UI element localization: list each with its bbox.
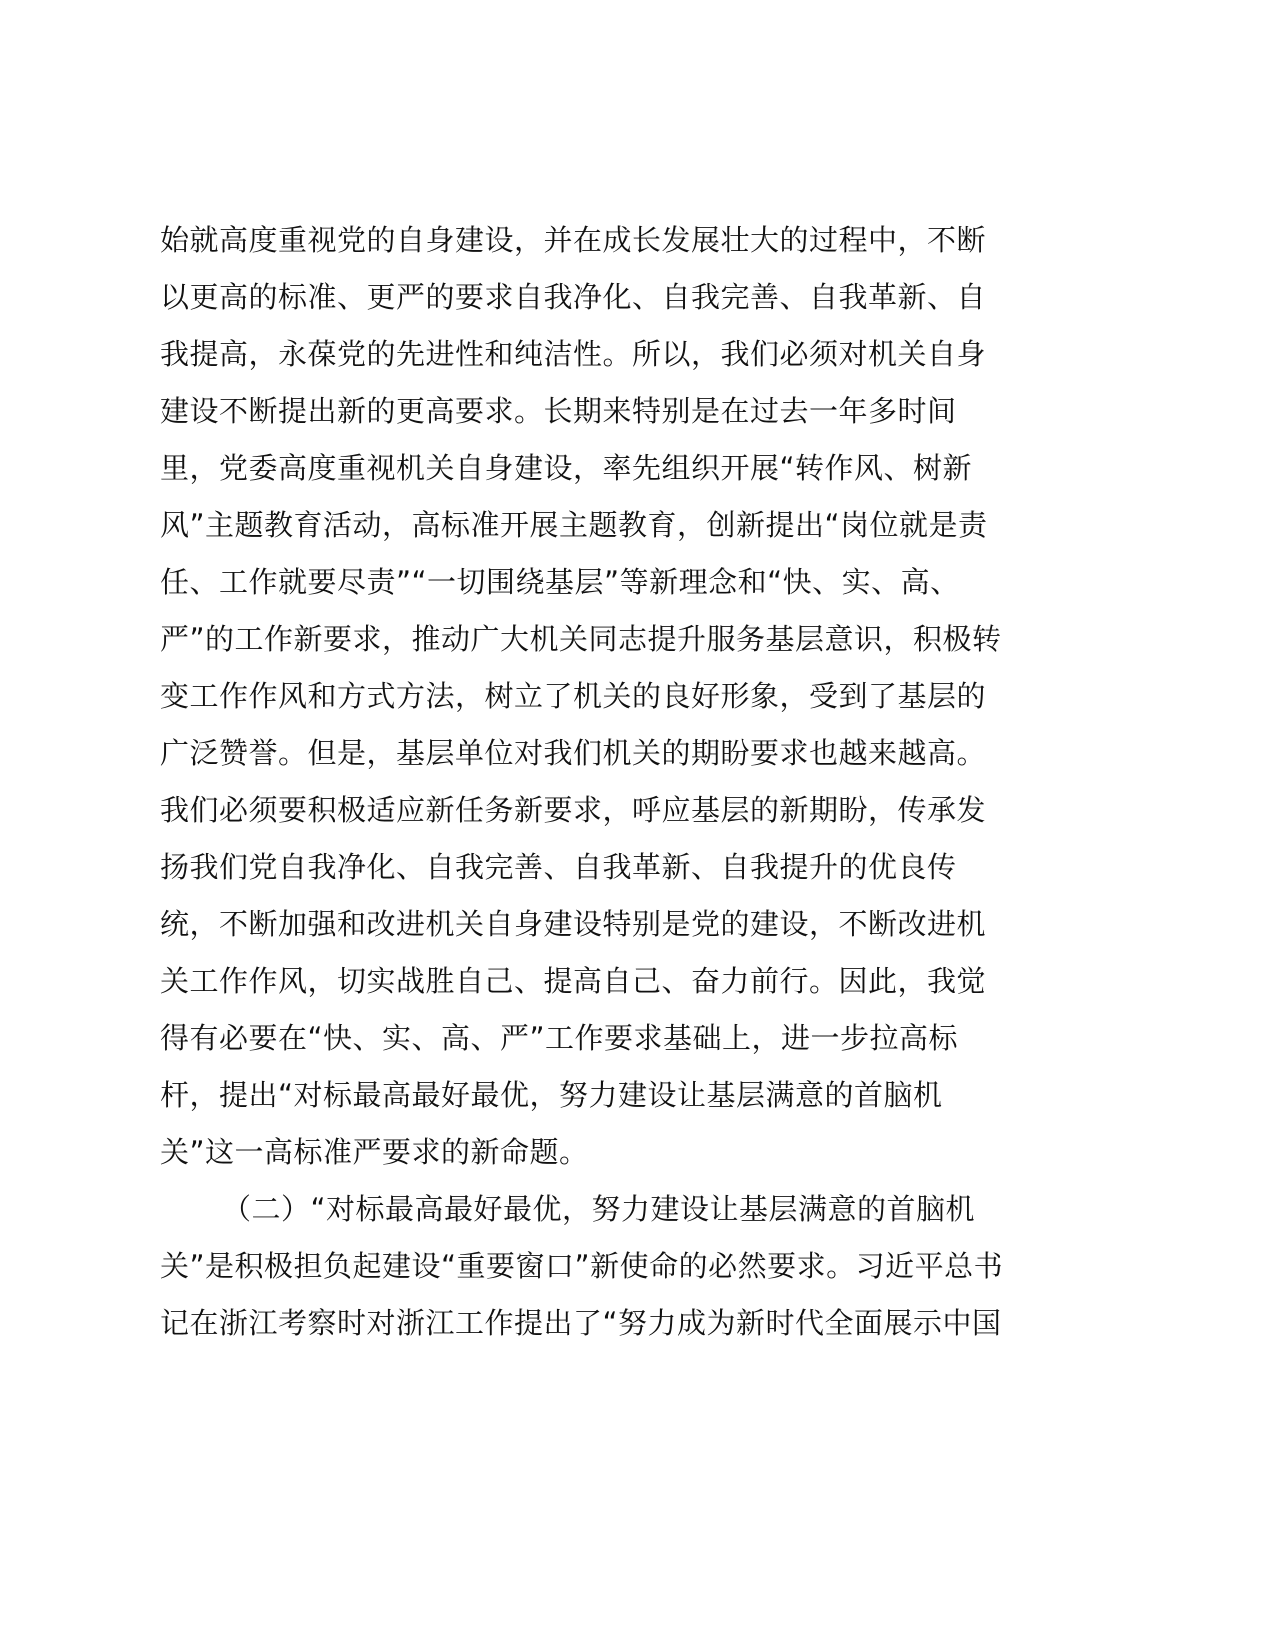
text-line: 我提高，永葆党的先进性和纯洁性。所以，我们必须对机关自身 xyxy=(160,337,987,371)
text-line: 扬我们党自我净化、自我完善、自我革新、自我提升的优良传 xyxy=(160,850,957,884)
text-line: 风”主题教育活动，高标准开展主题教育，创新提出“岗位就是责 xyxy=(160,508,988,542)
text-line: 建设不断提出新的更高要求。长期来特别是在过去一年多时间 xyxy=(160,394,957,428)
section-heading-line: （二）“对标最高最好最优，努力建设让基层满意的首脑机 xyxy=(222,1192,976,1226)
text-line: 关工作作风，切实战胜自己、提高自己、奋力前行。因此，我觉 xyxy=(160,964,987,998)
body-text xyxy=(160,212,1120,1352)
text-line: 任、工作就要尽责”“一切围绕基层”等新理念和“快、实、高、 xyxy=(160,565,960,599)
text-line: 我们必须要积极适应新任务新要求，呼应基层的新期盼，传承发 xyxy=(160,793,987,827)
text-line: 记在浙江考察时对浙江工作提出了“努力成为新时代全面展示中国 xyxy=(160,1306,1002,1340)
text-line: 广泛赞誉。但是，基层单位对我们机关的期盼要求也越来越高。 xyxy=(160,736,987,770)
text-line: 杆，提出“对标最高最好最优，努力建设让基层满意的首脑机 xyxy=(160,1078,943,1112)
text-line: 统，不断加强和改进机关自身建设特别是党的建设，不断改进机 xyxy=(160,907,987,941)
text-line: 关”是积极担负起建设“重要窗口”新使命的必然要求。习近平总书 xyxy=(160,1249,1004,1283)
text-line: 变工作作风和方式方法，树立了机关的良好形象，受到了基层的 xyxy=(160,679,987,713)
text-line: 严”的工作新要求，推动广大机关同志提升服务基层意识，积极转 xyxy=(160,622,1002,656)
text-line: 得有必要在“快、实、高、严”工作要求基础上，进一步拉高标 xyxy=(160,1021,959,1055)
text-line: 始就高度重视党的自身建设，并在成长发展壮大的过程中，不断 xyxy=(160,223,987,257)
text-line: 关”这一高标准严要求的新命题。 xyxy=(160,1135,589,1169)
text-line: 以更高的标准、更严的要求自我净化、自我完善、自我革新、自 xyxy=(160,280,987,314)
text-line: 里，党委高度重视机关自身建设，率先组织开展“转作风、树新 xyxy=(160,451,973,485)
